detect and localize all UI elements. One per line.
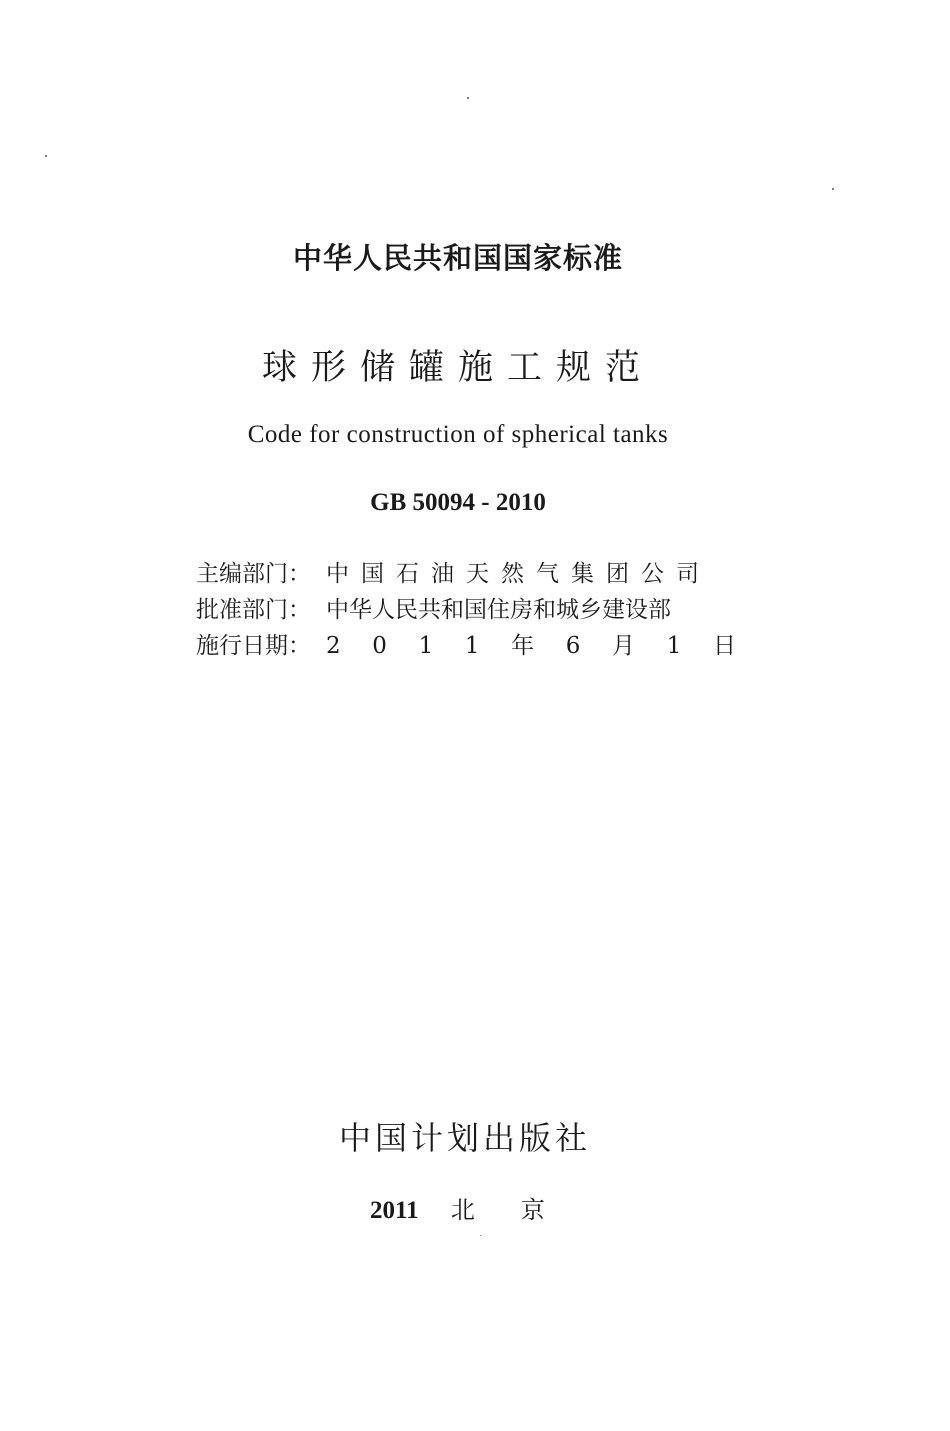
date-part: 年 bbox=[511, 633, 535, 659]
approver-row bbox=[196, 592, 736, 628]
approver-value: 中华人民共和国住房和城乡建设部 bbox=[326, 597, 671, 623]
date-part: 2 bbox=[326, 633, 341, 659]
date-part: 1 bbox=[666, 633, 682, 659]
date-part: 0 bbox=[372, 633, 387, 659]
date-part: 6 bbox=[565, 633, 581, 659]
editor-row bbox=[196, 556, 736, 592]
effective-label: 施行日期： bbox=[196, 633, 311, 659]
scan-speck bbox=[467, 97, 469, 99]
publication-year: 2011 bbox=[370, 1197, 419, 1224]
effective-date-row bbox=[196, 628, 736, 664]
publication-info bbox=[196, 556, 736, 664]
approver-label: 批准部门： bbox=[196, 597, 311, 623]
effective-date-value bbox=[326, 628, 736, 664]
editor-value: 中国石油天然气集团公司 bbox=[326, 561, 711, 587]
editor-label: 主编部门： bbox=[196, 561, 311, 587]
series-title: 中华人民共和国国家标准 bbox=[292, 241, 623, 275]
date-part: 1 bbox=[418, 633, 434, 659]
scan-speck bbox=[480, 1235, 481, 1236]
publication-year-city bbox=[370, 1190, 591, 1225]
date-part: 1 bbox=[464, 633, 480, 659]
english-title: Code for construction of spherical tanks bbox=[247, 421, 669, 448]
scan-speck bbox=[45, 155, 47, 157]
scan-speck bbox=[832, 188, 834, 190]
publication-city: 北京 bbox=[450, 1196, 591, 1224]
date-part: 日 bbox=[712, 633, 736, 659]
date-part: 月 bbox=[612, 633, 636, 659]
standard-number: GB 50094 - 2010 bbox=[370, 489, 546, 516]
main-title: 球形储罐施工规范 bbox=[261, 348, 654, 388]
publisher-name: 中国计划出版社 bbox=[338, 1119, 591, 1157]
